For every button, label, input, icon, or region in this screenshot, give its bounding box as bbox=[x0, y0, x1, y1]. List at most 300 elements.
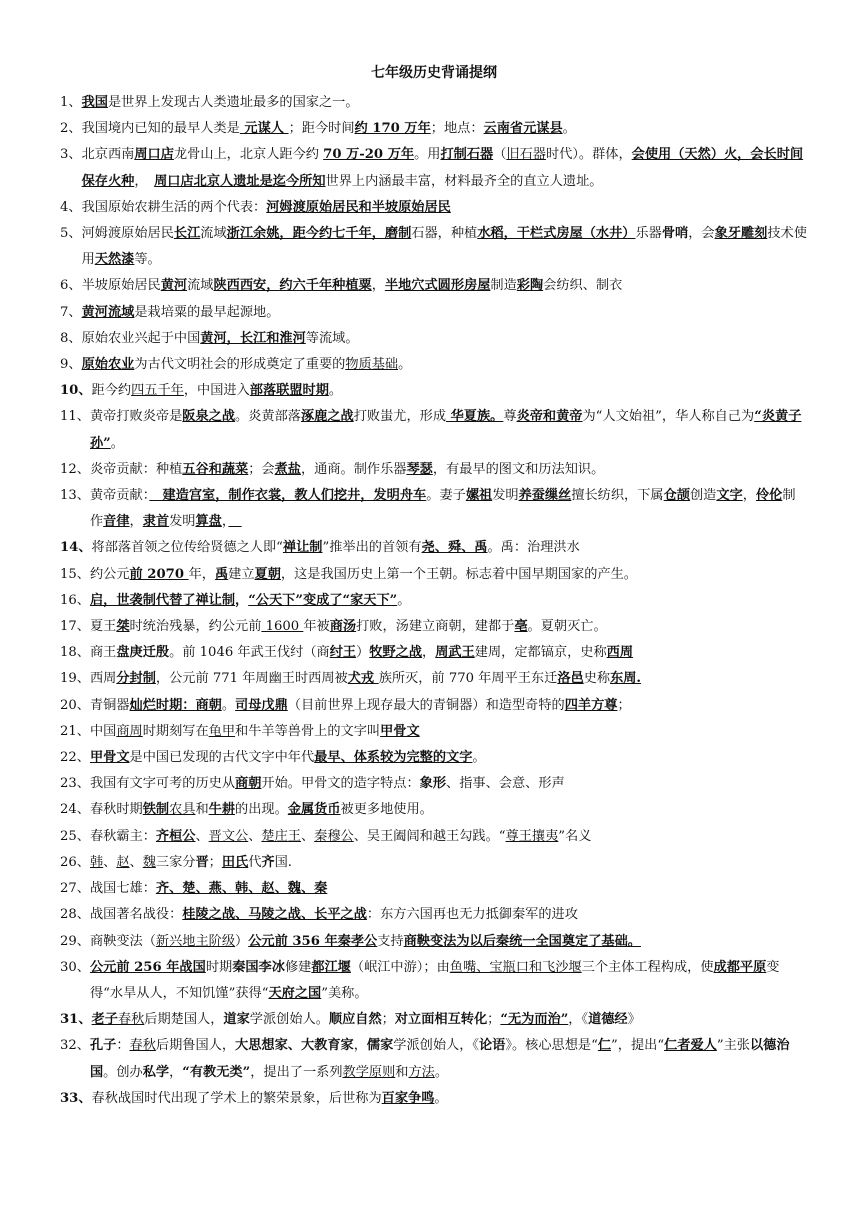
text-segment bbox=[228, 514, 241, 529]
text-segment: ， bbox=[221, 514, 229, 530]
outline-item bbox=[60, 300, 808, 326]
text-segment: 西周 bbox=[606, 645, 634, 661]
text-segment: 旧石器 bbox=[506, 147, 546, 163]
text-segment: （岷江中游）；由 bbox=[350, 959, 450, 975]
text-segment: 韩 bbox=[89, 854, 104, 870]
item-text bbox=[82, 142, 808, 194]
text-segment: 算盘 bbox=[195, 514, 222, 530]
text-segment: ”主张 bbox=[716, 1038, 750, 1054]
outline-item bbox=[60, 719, 808, 745]
item-number: 19、 bbox=[60, 671, 90, 687]
text-segment: 商朝 bbox=[235, 776, 262, 792]
text-segment: 时统治残暴，约公元前 bbox=[129, 619, 262, 635]
outline-item bbox=[60, 535, 808, 561]
item-number: 24、 bbox=[60, 802, 90, 818]
text-segment: 天然漆 bbox=[94, 252, 135, 268]
item-number: 3、 bbox=[60, 147, 82, 163]
text-segment: 被更多地使用。 bbox=[340, 802, 433, 818]
text-segment: 擅长纺织，下属 bbox=[571, 488, 664, 504]
text-segment: ） bbox=[356, 645, 370, 661]
item-number: 12、 bbox=[60, 461, 90, 477]
text-segment: 齐桓公 bbox=[155, 828, 196, 844]
text-segment: 发明 bbox=[492, 488, 519, 504]
text-segment: 物质基础 bbox=[345, 357, 399, 373]
text-segment: “无为而治” bbox=[500, 1012, 569, 1028]
text-segment: 会纺织、制衣 bbox=[543, 278, 623, 294]
item-number: 15、 bbox=[60, 566, 90, 582]
text-segment: 春秋 bbox=[129, 1038, 156, 1054]
text-segment: 顺应自然 bbox=[328, 1012, 382, 1028]
text-segment: 甲骨文 bbox=[89, 750, 130, 766]
outline-item bbox=[60, 562, 808, 588]
text-segment: 周口店北京人遗址是迄今所知 bbox=[154, 173, 326, 189]
text-segment: 》 bbox=[627, 1012, 641, 1028]
text-segment: 秦国李冰 bbox=[232, 959, 285, 975]
text-segment: 半地穴式圆形房屋 bbox=[384, 278, 491, 294]
text-segment: 尊王攘夷 bbox=[505, 828, 559, 844]
text-segment: 河姆渡原始居民 bbox=[81, 226, 174, 242]
text-segment: 分封制 bbox=[116, 671, 156, 687]
text-segment: ；距今时间 bbox=[288, 121, 355, 137]
outline-item bbox=[60, 588, 808, 614]
text-segment: ，公元前 771 年周幽王时西周被 bbox=[155, 671, 348, 687]
text-segment: 犬戎 bbox=[347, 671, 379, 687]
text-segment: “炎黄子孙” bbox=[89, 409, 802, 451]
item-number: 23、 bbox=[60, 776, 90, 792]
outline-item bbox=[60, 797, 808, 823]
text-segment: 骨哨 bbox=[661, 226, 689, 242]
text-segment: 炎帝和黄帝 bbox=[516, 409, 583, 425]
text-segment: 是中国已发现的古代文字中年代 bbox=[129, 750, 315, 766]
text-segment: 开始。甲骨文的造字特点： bbox=[261, 776, 420, 792]
item-text bbox=[90, 955, 808, 1007]
text-segment: 炎帝贡献：种植 bbox=[89, 461, 183, 477]
text-segment: 夏王 bbox=[89, 619, 117, 635]
outline-item bbox=[60, 116, 808, 142]
text-segment: ，有最早的图文和历法知识。 bbox=[432, 461, 605, 477]
item-text bbox=[90, 457, 808, 483]
text-segment: 。 bbox=[397, 592, 411, 608]
outline-item bbox=[60, 195, 808, 221]
text-segment: 会使用（天然）火，会长时间保存火种 bbox=[81, 147, 804, 189]
item-number: 11、 bbox=[60, 409, 90, 425]
text-segment: 将部落首领之位传给贤德之人即“ bbox=[91, 540, 283, 556]
text-segment: ，会 bbox=[688, 226, 715, 242]
item-number: 27、 bbox=[60, 881, 90, 897]
text-segment: 公元前 256 年战国 bbox=[89, 959, 206, 975]
text-segment: ；会 bbox=[248, 461, 275, 477]
text-segment: 黄河流域 bbox=[81, 304, 135, 320]
item-text bbox=[90, 902, 808, 928]
item-text bbox=[90, 876, 808, 902]
text-segment: 魏 bbox=[142, 854, 156, 870]
text-segment: 打败蚩尤，形成 bbox=[353, 409, 447, 425]
text-segment: “公天下”变成了“家天下” bbox=[248, 592, 398, 608]
text-segment: 西周 bbox=[89, 671, 117, 687]
text-segment: 象牙雕刻 bbox=[714, 226, 768, 242]
outline-item bbox=[60, 404, 808, 456]
text-segment: 春秋时期 bbox=[89, 802, 143, 818]
text-segment: 。禹：治理洪水 bbox=[487, 540, 580, 556]
text-segment: 黄帝打败炎帝是 bbox=[89, 409, 183, 425]
text-segment: ，通商。制作乐器 bbox=[300, 461, 407, 477]
text-segment: 司母戊鼎 bbox=[235, 697, 288, 713]
item-text bbox=[82, 221, 808, 273]
text-segment: 。 bbox=[434, 1064, 449, 1080]
text-segment: 的出现。 bbox=[235, 802, 288, 818]
text-segment: 纣王 bbox=[329, 645, 357, 661]
text-segment: 煮盐 bbox=[274, 461, 301, 477]
text-segment: 灿烂时期：商朝 bbox=[129, 697, 222, 713]
outline-item bbox=[60, 614, 808, 640]
text-segment: 。 bbox=[110, 435, 124, 451]
text-segment: 孔子 bbox=[89, 1038, 117, 1054]
item-number: 9、 bbox=[60, 357, 82, 373]
text-segment: 。夏朝灭亡。 bbox=[527, 619, 607, 635]
text-segment: 老子 bbox=[91, 1012, 118, 1028]
text-segment: 尧、舜、禹 bbox=[421, 540, 488, 556]
text-segment: 周武王 bbox=[435, 645, 475, 661]
text-segment: 时代）。群体， bbox=[545, 147, 632, 163]
text-segment: 制作 bbox=[89, 488, 796, 530]
outline-item bbox=[60, 929, 808, 955]
text-segment: 。 bbox=[398, 357, 412, 373]
text-segment: 原始农业兴起于中国 bbox=[81, 330, 201, 346]
text-segment: 创造 bbox=[690, 488, 717, 504]
item-text bbox=[92, 378, 808, 404]
item-text bbox=[92, 1007, 808, 1033]
text-segment: 田氏 bbox=[221, 854, 249, 870]
text-segment: 象形 bbox=[419, 776, 447, 792]
item-text bbox=[90, 483, 808, 535]
text-segment: 天府之国 bbox=[268, 985, 322, 1001]
text-segment: 建周，定都镐京，史称 bbox=[474, 645, 607, 661]
text-segment: 铁制 bbox=[142, 802, 170, 818]
text-segment: ；地点： bbox=[430, 121, 484, 137]
text-segment: 我国 bbox=[81, 95, 108, 110]
text-segment: 约公元 bbox=[89, 566, 130, 582]
text-segment: ：东方六国再也无力抵御秦军的进攻 bbox=[366, 907, 578, 923]
text-segment: ， bbox=[134, 173, 155, 189]
text-segment: 浙江余姚，距今约七千年，磨制 bbox=[226, 226, 412, 242]
item-number: 1、 bbox=[60, 95, 82, 110]
text-segment: 隶首 bbox=[142, 514, 170, 530]
text-segment: ， bbox=[371, 278, 385, 294]
text-segment: 原始农业 bbox=[81, 357, 135, 373]
text-segment: 为“人文始祖”，华人称自己为 bbox=[582, 409, 755, 425]
text-segment: 变得“水旱从人，不知饥馑”获得“ bbox=[89, 959, 780, 1001]
text-segment: 1600 bbox=[261, 619, 304, 635]
item-text bbox=[90, 1033, 808, 1085]
text-segment: 黄河，长江和淮河 bbox=[200, 330, 306, 346]
text-segment: 前 2070 bbox=[129, 566, 189, 582]
text-segment: 学派创始人。 bbox=[249, 1012, 329, 1028]
text-segment: 建立 bbox=[228, 566, 255, 582]
text-segment: ， bbox=[742, 488, 756, 504]
text-segment: 春秋 bbox=[117, 1012, 145, 1028]
text-segment: 三家分 bbox=[155, 854, 196, 870]
text-segment: ”名义 bbox=[558, 828, 592, 844]
text-segment: ： bbox=[116, 1038, 130, 1054]
text-segment: 春秋战国时代出现了学术上的繁荣景象，后世称为 bbox=[91, 1090, 382, 1106]
text-segment: 和 bbox=[195, 802, 209, 818]
text-segment: 时期 bbox=[205, 959, 233, 975]
text-segment: 夏朝 bbox=[254, 566, 281, 582]
outline-item bbox=[60, 771, 808, 797]
item-number: 6、 bbox=[60, 278, 82, 294]
text-segment: 石器，种植 bbox=[411, 226, 478, 242]
text-segment: 三个主体工程构成，使 bbox=[581, 959, 714, 975]
text-segment: ，这是我国历史上第一个王朝。标志着中国早期国家的产生。 bbox=[280, 566, 637, 582]
item-text bbox=[90, 666, 808, 692]
text-segment: 学派创始人，《 bbox=[393, 1038, 479, 1054]
text-segment: ； bbox=[487, 1012, 501, 1028]
item-number: 30、 bbox=[60, 959, 90, 975]
text-segment: 北京西南 bbox=[81, 147, 135, 163]
text-segment: ”推举出的首领有 bbox=[322, 540, 422, 556]
text-segment: 年， bbox=[188, 566, 215, 582]
text-segment: 亳 bbox=[514, 619, 528, 635]
text-segment: （ bbox=[493, 147, 507, 163]
text-segment: 。 bbox=[328, 383, 343, 399]
item-number: 2、 bbox=[60, 121, 82, 137]
text-segment: ， bbox=[169, 1064, 183, 1080]
text-segment: 代 bbox=[248, 854, 262, 870]
item-number: 29、 bbox=[60, 933, 90, 949]
text-segment: 我国境内已知的最早人类是 bbox=[81, 121, 240, 137]
text-segment: ； bbox=[381, 1012, 395, 1028]
text-segment: 仁 bbox=[597, 1038, 612, 1054]
text-segment: 仁者爱人 bbox=[664, 1038, 717, 1054]
text-segment: ； bbox=[208, 854, 222, 870]
outline-item bbox=[60, 90, 808, 116]
text-segment: 新兴地主阶级 bbox=[155, 933, 236, 949]
text-segment: ”，提出“ bbox=[611, 1038, 665, 1054]
item-number: 13、 bbox=[60, 488, 90, 504]
text-segment: ， bbox=[129, 514, 143, 530]
item-number: 22、 bbox=[60, 750, 90, 766]
text-segment: 。 bbox=[472, 750, 486, 766]
text-segment: 四羊方尊 bbox=[564, 697, 618, 713]
text-segment: 甲骨文 bbox=[380, 723, 420, 739]
item-text bbox=[90, 719, 808, 745]
item-text bbox=[90, 797, 808, 823]
text-segment: 私学 bbox=[142, 1064, 170, 1080]
outline-item bbox=[60, 876, 808, 902]
item-text bbox=[82, 90, 808, 116]
text-segment: 半坡原始居民 bbox=[81, 278, 161, 294]
text-segment: 桂陵之战、马陵之战、长平之战 bbox=[182, 907, 367, 923]
item-text bbox=[82, 273, 808, 299]
text-segment: 都江堰 bbox=[311, 959, 351, 975]
outline-item bbox=[60, 824, 808, 850]
text-segment: 方法 bbox=[408, 1064, 435, 1080]
outline-item bbox=[60, 1033, 808, 1085]
item-number: 21、 bbox=[60, 723, 90, 739]
text-segment: 儒家 bbox=[366, 1038, 394, 1054]
text-segment: 音律 bbox=[103, 514, 130, 530]
item-number: 33、 bbox=[60, 1090, 92, 1106]
text-segment: 禅让制 bbox=[282, 540, 323, 556]
text-segment: 论语 bbox=[479, 1038, 506, 1054]
text-segment: 建造宫室，制作衣裳，教人们挖井，发明舟车 bbox=[149, 488, 427, 504]
text-segment: 我国有文字可考的历史从 bbox=[89, 776, 236, 792]
item-number: 7、 bbox=[60, 304, 82, 320]
item-number: 8、 bbox=[60, 330, 82, 346]
text-segment: 商王 bbox=[89, 645, 117, 661]
text-segment: 时期刻写在 bbox=[142, 723, 209, 739]
text-segment: 族所灭，前 770 年周平王东迁 bbox=[378, 671, 558, 687]
text-segment: 制造 bbox=[490, 278, 517, 294]
text-segment: 。妻子 bbox=[426, 488, 466, 504]
outline-item bbox=[60, 745, 808, 771]
outline-item bbox=[60, 457, 808, 483]
text-segment: 史称 bbox=[583, 671, 611, 687]
document-title: 七年级历史背诵提纲 bbox=[371, 65, 497, 81]
text-segment: 秦穆公 bbox=[314, 828, 354, 844]
item-number: 25、 bbox=[60, 828, 90, 844]
item-text bbox=[82, 326, 808, 352]
outline-item bbox=[60, 352, 808, 378]
outline-list bbox=[60, 90, 808, 1112]
item-text bbox=[90, 745, 808, 771]
text-segment: 鱼嘴、宝瓶口和飞沙堰 bbox=[449, 959, 582, 975]
text-segment: 伶伦 bbox=[755, 488, 783, 504]
item-number: 5、 bbox=[60, 226, 82, 242]
item-number: 26、 bbox=[60, 854, 90, 870]
text-segment: 战国七雄： bbox=[89, 881, 156, 897]
item-number: 14、 bbox=[60, 540, 92, 556]
text-segment: 楚庄王 bbox=[261, 828, 301, 844]
item-text bbox=[90, 824, 808, 850]
text-segment: 技术使用 bbox=[81, 226, 807, 268]
text-segment: 陕西西安，约六千年种植粟 bbox=[213, 278, 372, 294]
text-segment: 春秋霸主： bbox=[89, 828, 156, 844]
text-segment: 文字 bbox=[716, 488, 743, 504]
text-segment: 黄帝贡献： bbox=[89, 488, 150, 504]
text-segment: 仓颉 bbox=[663, 488, 690, 504]
text-segment: 晋 bbox=[195, 854, 209, 870]
text-segment: 大思想家、大教育家 bbox=[235, 1038, 354, 1054]
text-segment: 长江 bbox=[173, 226, 201, 242]
text-segment: 、 bbox=[103, 854, 117, 870]
text-segment: 晋文公 bbox=[208, 828, 249, 844]
text-segment: 打败，汤建立商朝，建都于 bbox=[356, 619, 515, 635]
text-segment: 道德经 bbox=[588, 1012, 628, 1028]
item-text bbox=[90, 404, 808, 456]
text-segment: 。创办 bbox=[103, 1064, 143, 1080]
item-number: 17、 bbox=[60, 619, 90, 635]
text-segment: 。 bbox=[562, 121, 576, 137]
text-segment: 为古代文明社会的形成奠定了重要的 bbox=[134, 357, 346, 373]
text-segment: 牧野之战 bbox=[369, 645, 423, 661]
text-segment: 禹 bbox=[214, 566, 229, 582]
text-segment: 嫘祖 bbox=[465, 488, 493, 504]
text-segment: 东周. bbox=[610, 671, 642, 687]
item-text bbox=[82, 116, 808, 142]
text-segment: 周口店 bbox=[134, 147, 174, 163]
outline-item bbox=[60, 666, 808, 692]
item-number: 18、 bbox=[60, 645, 90, 661]
text-segment: ， bbox=[353, 1038, 367, 1054]
item-text bbox=[82, 300, 808, 326]
text-segment: 四五千年 bbox=[131, 383, 184, 399]
text-segment: 是世界上发现古人类遗址最多的国家之一。 bbox=[107, 95, 359, 110]
text-segment: 和 bbox=[395, 1064, 409, 1080]
text-segment: 打制石器 bbox=[440, 147, 494, 163]
text-segment: 修建 bbox=[284, 959, 312, 975]
text-segment: 赵 bbox=[116, 854, 130, 870]
text-segment: 。用 bbox=[414, 147, 441, 163]
item-text bbox=[90, 929, 808, 955]
text-segment: 。 bbox=[434, 1090, 448, 1106]
text-segment: 。 bbox=[221, 697, 236, 713]
outline-item bbox=[60, 850, 808, 876]
item-number: 4、 bbox=[60, 199, 82, 215]
text-segment: 、 bbox=[248, 828, 262, 844]
text-segment: 洛邑 bbox=[557, 671, 584, 687]
text-segment: 商周 bbox=[116, 723, 143, 739]
text-segment: 国. bbox=[274, 854, 292, 870]
text-segment: 启，世袭制代替了禅让制 bbox=[89, 592, 236, 608]
text-segment: 等。 bbox=[134, 252, 161, 268]
item-text bbox=[90, 562, 808, 588]
outline-item bbox=[60, 142, 808, 194]
text-segment: 距今约 bbox=[91, 383, 132, 399]
text-segment: 中国 bbox=[89, 723, 117, 739]
text-segment: 河姆渡原始居民和半坡原始居民 bbox=[266, 199, 451, 215]
outline-item bbox=[60, 326, 808, 352]
text-segment: 、吴王阖闾和越王勾践。“ bbox=[353, 828, 506, 844]
outline-item bbox=[60, 273, 808, 299]
text-segment: 流域 bbox=[187, 278, 214, 294]
outline-item bbox=[60, 378, 808, 404]
text-segment: 盘庚迁殷 bbox=[116, 645, 170, 661]
text-segment: 彩陶 bbox=[516, 278, 544, 294]
text-segment: 云南省元谋县 bbox=[483, 121, 563, 137]
text-segment: 后期楚国人， bbox=[144, 1012, 224, 1028]
item-number: 28、 bbox=[60, 907, 90, 923]
text-segment: 是栽培粟的最早起源地。 bbox=[134, 304, 280, 320]
outline-item bbox=[60, 1086, 808, 1112]
text-segment: 世界上内涵最丰富，材料最齐全的直立人遗址。 bbox=[325, 173, 603, 189]
text-segment: ，中国进入 bbox=[183, 383, 250, 399]
text-segment: 商鞅变法（ bbox=[89, 933, 156, 949]
text-segment: 黄河 bbox=[160, 278, 188, 294]
text-segment: 牛耕 bbox=[208, 802, 236, 818]
item-text bbox=[82, 195, 808, 221]
text-segment: 等流域。 bbox=[305, 330, 359, 346]
text-segment: 五谷和蔬菜 bbox=[182, 461, 249, 477]
text-segment: 战国著名战役： bbox=[89, 907, 183, 923]
text-segment: 部落联盟时期 bbox=[249, 383, 329, 399]
text-segment: 琴瑟 bbox=[406, 461, 433, 477]
item-number: 20、 bbox=[60, 697, 90, 713]
text-segment: ”美称。 bbox=[321, 985, 368, 1001]
text-segment: “有教无类” bbox=[182, 1064, 251, 1080]
text-segment: ， bbox=[235, 592, 249, 608]
text-segment: 百家争鸣 bbox=[381, 1090, 435, 1106]
text-segment: 元谋人 bbox=[239, 121, 289, 137]
outline-item bbox=[60, 483, 808, 535]
item-text bbox=[90, 771, 808, 797]
item-text bbox=[90, 588, 808, 614]
text-segment: 年被 bbox=[303, 619, 330, 635]
text-segment: 。炎黄部落 bbox=[235, 409, 301, 425]
outline-item bbox=[60, 1007, 808, 1033]
item-number: 16、 bbox=[60, 592, 90, 608]
text-segment: 。前 1046 年武王伐纣（商 bbox=[169, 645, 330, 661]
